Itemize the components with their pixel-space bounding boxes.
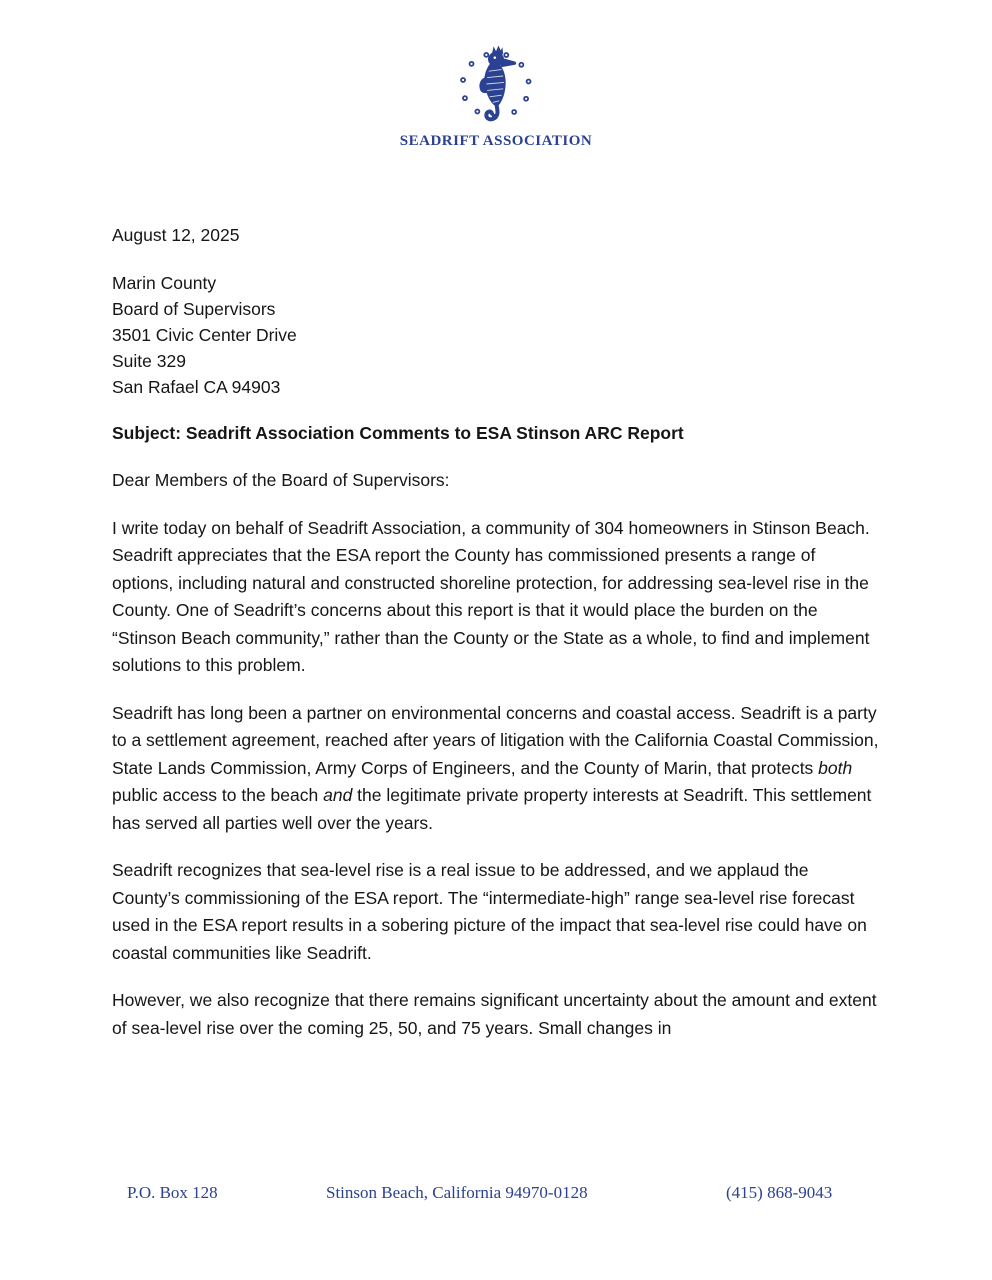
body-paragraph-2 — [112, 700, 880, 838]
salutation: Dear Members of the Board of Supervisors: — [112, 470, 450, 490]
paragraph-2-segment: public access to the beach — [112, 785, 324, 805]
org-name: SEADRIFT ASSOCIATION — [399, 133, 593, 149]
recipient-address-line: 3501 Civic Center Drive — [112, 324, 297, 345]
paragraph-2-segment: Seadrift has long been a partner on environmental concerns and coastal access. Seadrift is a party to a settlement agreement, reached after years of litigation with the California Coastal Commission, State Lands Commission, Army Corps of Engineers, and the County of Marin, that protects — [112, 702, 879, 778]
italic-word: both — [818, 757, 853, 778]
italic-word: and — [323, 785, 353, 805]
recipient-address-line: Marin County — [112, 272, 217, 293]
footer-po-box: P.O. Box 128 — [127, 1183, 218, 1202]
body-paragraph-3: Seadrift recognizes that sea-level rise is a real issue to be addressed, and we applaud the County’s commissioning of the ESA report. The “intermediate-high” range sea-level rise forecast used in the ESA report results in a sobering picture of the impact that sea-level rise could have on coastal communities like Seadrift. — [112, 860, 867, 963]
recipient-address-line: Suite 329 — [112, 350, 186, 371]
recipient-address-line: San Rafael CA 94903 — [112, 376, 281, 397]
letter-body — [112, 222, 880, 1062]
logo — [400, 44, 592, 150]
letterhead — [0, 44, 992, 150]
body-paragraph-1: I write today on behalf of Seadrift Association, a community of 304 homeowners in Stinson Beach. Seadrift appreciates that the ESA report the County has commissioned presents a range of options, including natural and constructed shoreline protection, for addressing sea-level rise in the County. One of Seadrift’s concerns about this report is that it would place the burden on the “Stinson Beach community,” rather than the County or the State as a whole, to find and implement solutions to this problem. — [112, 517, 870, 675]
seahorse-logo-icon — [456, 44, 536, 124]
recipient-address — [112, 270, 880, 400]
page-footer — [0, 1183, 992, 1211]
letter-date: August 12, 2025 — [112, 225, 240, 245]
footer-address: Stinson Beach, California 94970-0128 — [326, 1183, 588, 1202]
subject-line: Subject: Seadrift Association Comments to ESA Stinson ARC Report — [112, 422, 684, 443]
paragraph-2-segment: the legitimate private property interests at Seadrift. This settlement has served all parties well over the years. — [112, 785, 872, 833]
recipient-address-line: Board of Supervisors — [112, 298, 276, 319]
body-paragraph-4: However, we also recognize that there remains significant uncertainty about the amount and extent of sea-level rise over the coming 25, 50, and 75 years. Small changes in — [112, 990, 877, 1038]
footer-phone: (415) 868-9043 — [726, 1183, 833, 1202]
